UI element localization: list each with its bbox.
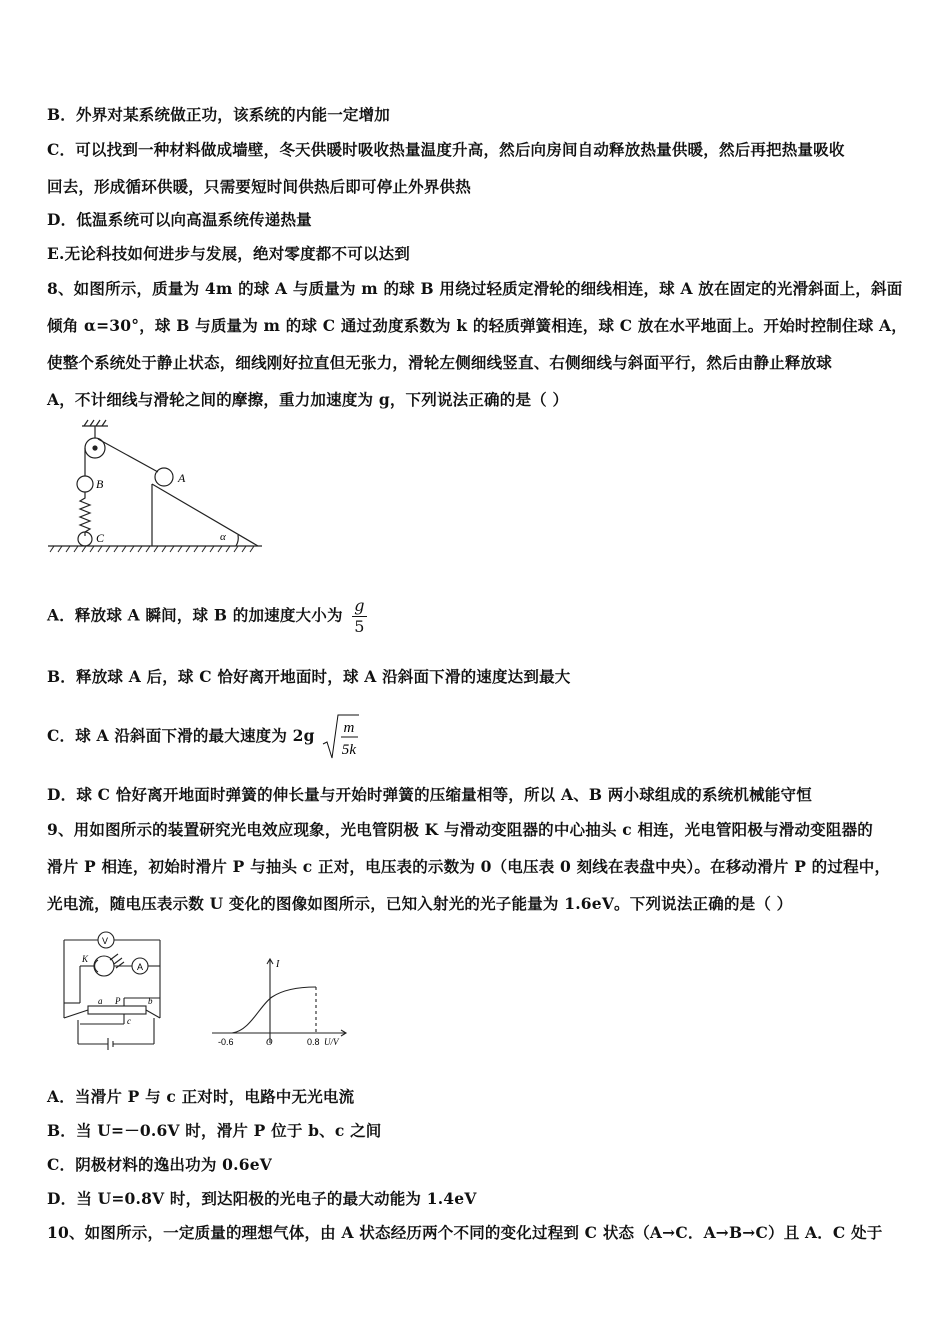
fraction-g-over-5: $\frac{g}{5}$ (354, 596, 365, 636)
sqrt-expression (322, 712, 360, 762)
q9-iu-graph (210, 955, 350, 1050)
q8-stem-2: 倾角 α=30°，球 B 与质量为 m 的球 C 通过劲度系数为 k 的轻质弹簧相连，球 C 放在水平地面上。开始时控制住球 A， (47, 316, 907, 335)
q9-circuit-figure (58, 928, 170, 1052)
option-e-text: E.无论科技如何进步与发展，绝对零度都不可以达到 (47, 244, 411, 263)
option-c-text-2: 回去，形成循环供暖，只需要短时间供热后即可停止外界供热 (47, 177, 471, 196)
terminal-a-label: a (98, 996, 103, 1006)
terminal-b-label: b (148, 996, 153, 1006)
q10-stem-1: 10、如图所示，一定质量的理想气体，由 A 状态经历两个不同的变化过程到 C 状态（A→C．A→B→C）且 A．C 处于 (47, 1223, 883, 1242)
q9-stem-3: 光电流，随电压表示数 U 变化的图像如图所示，已知入射光的光子能量为 1.6eV。下列说法正确的是（ ） (47, 894, 793, 913)
tick-origin: O (266, 1037, 273, 1047)
tap-c-label: c (127, 1016, 131, 1026)
option-d-text: D．低温系统可以向高温系统传递热量 (47, 210, 312, 229)
q9-option-d: D．当 U=0.8V 时，到达阳极的光电子的最大动能为 1.4eV (47, 1189, 477, 1208)
q8-stem-4: A，不计细线与滑轮之间的摩擦，重力加速度为 g，下列说法正确的是（ ） (47, 390, 569, 409)
label-c: C (96, 531, 105, 545)
q8-stem-3: 使整个系统处于静止状态，细线刚好拉直但无张力，滑轮左侧细线竖直、右侧细线与斜面平行，然后由静止释放球 (47, 353, 833, 372)
option-b-text: B．外界对某系统做正功，该系统的内能一定增加 (47, 105, 391, 124)
q9-option-b: B．当 U=－0.6V 时，滑片 P 位于 b、c 之间 (47, 1121, 382, 1140)
q9-stem-2: 滑片 P 相连，初始时滑片 P 与抽头 c 正对，电压表的示数为 0（电压表 0 刻线在表盘中央）。在移动滑片 P 的过程中， (47, 857, 891, 876)
q9-option-a: A．当滑片 P 与 c 正对时，电路中无光电流 (47, 1087, 355, 1106)
svg-text:m: m (343, 720, 355, 736)
label-b: B (96, 477, 104, 491)
label-a: A (178, 471, 186, 485)
q9-option-c: C．阴极材料的逸出功为 0.6eV (47, 1155, 272, 1174)
svg-text:5k: 5k (342, 742, 357, 758)
option-c-text-1: C．可以找到一种材料做成墙壁，冬天供暖时吸收热量温度升高，然后向房间自动释放热量供暖，然后再把热量吸收 (47, 140, 845, 159)
q8-stem-1: 8、如图所示，质量为 4m 的球 A 与质量为 m 的球 B 用绕过轻质定滑轮的细线相连，球 A 放在固定的光滑斜面上，斜面 (47, 279, 903, 298)
q8-option-b: B．释放球 A 后，球 C 恰好离开地面时，球 A 沿斜面下滑的速度达到最大 (47, 667, 571, 686)
q9-stem-1: 9、用如图所示的装置研究光电效应现象，光电管阴极 K 与滑动变阻器的中心抽头 c 相连，光电管阳极与滑动变阻器的 (47, 820, 873, 839)
ammeter-label: A (137, 962, 144, 972)
axis-u-label: U/V (324, 1037, 339, 1047)
cathode-label: K (82, 954, 89, 964)
q8-option-c: C．球 A 沿斜面下滑的最大速度为 2g m 5k (47, 712, 360, 762)
label-alpha: α (220, 531, 226, 543)
axis-i-label: I (276, 959, 280, 970)
q8-pulley-incline-figure (46, 418, 266, 554)
tick-negative: -0.6 (218, 1037, 234, 1047)
voltmeter-label: V (102, 936, 109, 946)
tick-positive: 0.8 (307, 1037, 320, 1047)
q8-option-a: A．释放球 A 瞬间，球 B 的加速度大小为 $\frac{g}{5}$ (47, 596, 365, 636)
slider-p-label: P (115, 996, 121, 1006)
q8-option-d: D．球 C 恰好离开地面时弹簧的伸长量与开始时弹簧的压缩量相等，所以 A、B 两小球组成的系统机械能守恒 (47, 785, 812, 804)
